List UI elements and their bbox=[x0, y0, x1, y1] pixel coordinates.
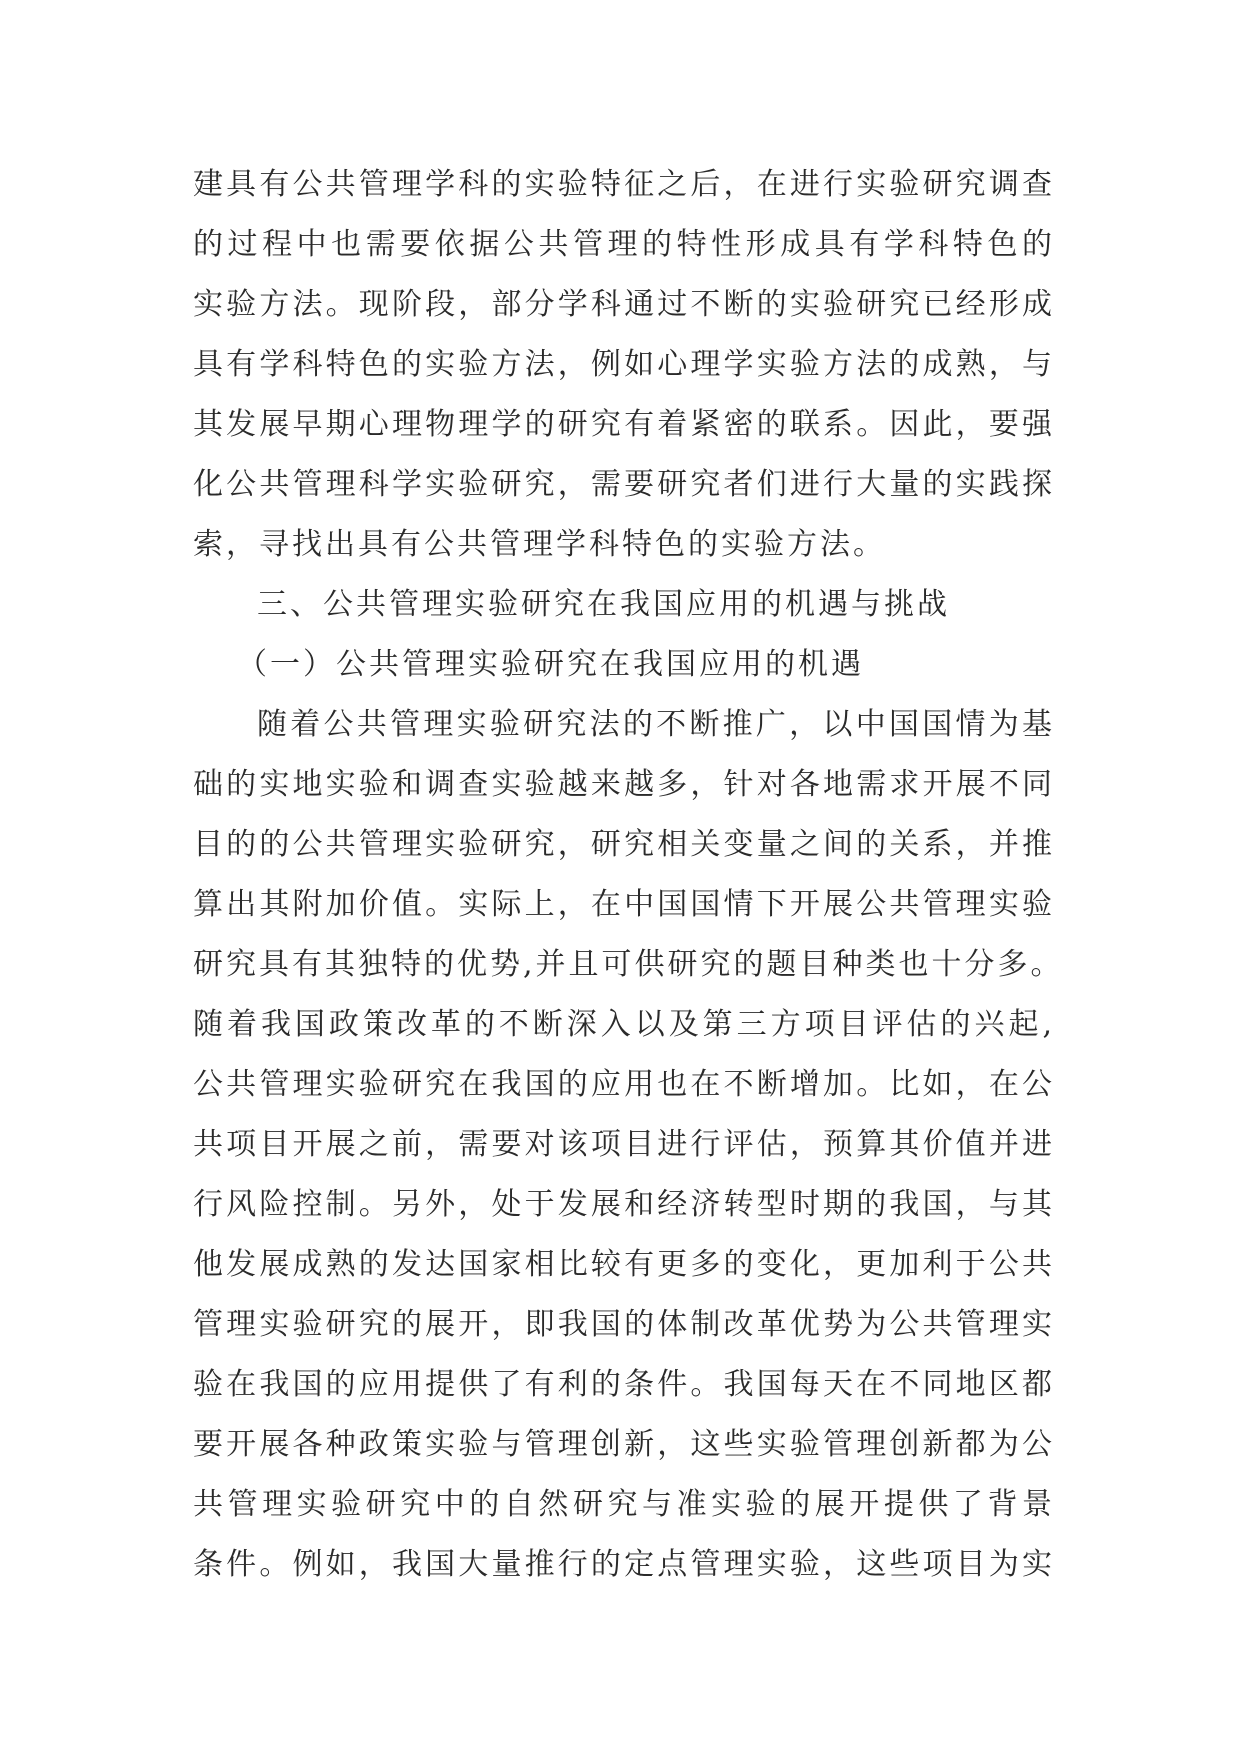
paragraph-first-line: 随着公共管理实验研究法的不断推广，以中国国情为基 bbox=[257, 707, 1055, 742]
text-line: 要开展各种政策实验与管理创新，这些实验管理创新都为公 bbox=[193, 1427, 1055, 1462]
text-line: 管理实验研究的展开，即我国的体制改革优势为公共管理实 bbox=[193, 1307, 1055, 1342]
text-line: 算出其附加价值。实际上，在中国国情下开展公共管理实验 bbox=[193, 887, 1055, 922]
text-line: 共管理实验研究中的自然研究与准实验的展开提供了背景 bbox=[193, 1487, 1055, 1522]
text-line: 随着我国政策改革的不断深入以及第三方项目评估的兴起, bbox=[193, 1007, 1055, 1042]
text-line: 础的实地实验和调查实验越来越多，针对各地需求开展不同 bbox=[193, 767, 1055, 802]
text-line: 化公共管理科学实验研究，需要研究者们进行大量的实践探 bbox=[193, 467, 1055, 502]
text-line: 目的的公共管理实验研究，研究相关变量之间的关系，并推 bbox=[193, 827, 1055, 862]
section-heading: 三、公共管理实验研究在我国应用的机遇与挑战 bbox=[257, 587, 950, 622]
text-line: 其发展早期心理物理学的研究有着紧密的联系。因此，要强 bbox=[193, 407, 1055, 442]
subsection-heading: （一）公共管理实验研究在我国应用的机遇 bbox=[237, 647, 864, 682]
text-line: 具有学科特色的实验方法，例如心理学实验方法的成熟，与 bbox=[193, 347, 1055, 382]
text-line: 索，寻找出具有公共管理学科特色的实验方法。 bbox=[193, 527, 886, 562]
text-line: 公共管理实验研究在我国的应用也在不断增加。比如，在公 bbox=[193, 1067, 1055, 1102]
text-line: 验在我国的应用提供了有利的条件。我国每天在不同地区都 bbox=[193, 1367, 1055, 1402]
text-line: 条件。例如，我国大量推行的定点管理实验，这些项目为实 bbox=[193, 1547, 1055, 1582]
text-line: 研究具有其独特的优势,并且可供研究的题目种类也十分多。 bbox=[193, 947, 1064, 982]
text-line: 实验方法。现阶段，部分学科通过不断的实验研究已经形成 bbox=[193, 287, 1055, 322]
text-line: 共项目开展之前，需要对该项目进行评估，预算其价值并进 bbox=[193, 1127, 1055, 1162]
text-line: 他发展成熟的发达国家相比较有更多的变化，更加利于公共 bbox=[193, 1247, 1055, 1282]
text-line: 行风险控制。另外，处于发展和经济转型时期的我国，与其 bbox=[193, 1187, 1055, 1222]
text-line: 建具有公共管理学科的实验特征之后，在进行实验研究调查 bbox=[193, 167, 1055, 202]
document-body bbox=[193, 155, 1064, 1595]
text-line: 的过程中也需要依据公共管理的特性形成具有学科特色的 bbox=[193, 227, 1055, 262]
